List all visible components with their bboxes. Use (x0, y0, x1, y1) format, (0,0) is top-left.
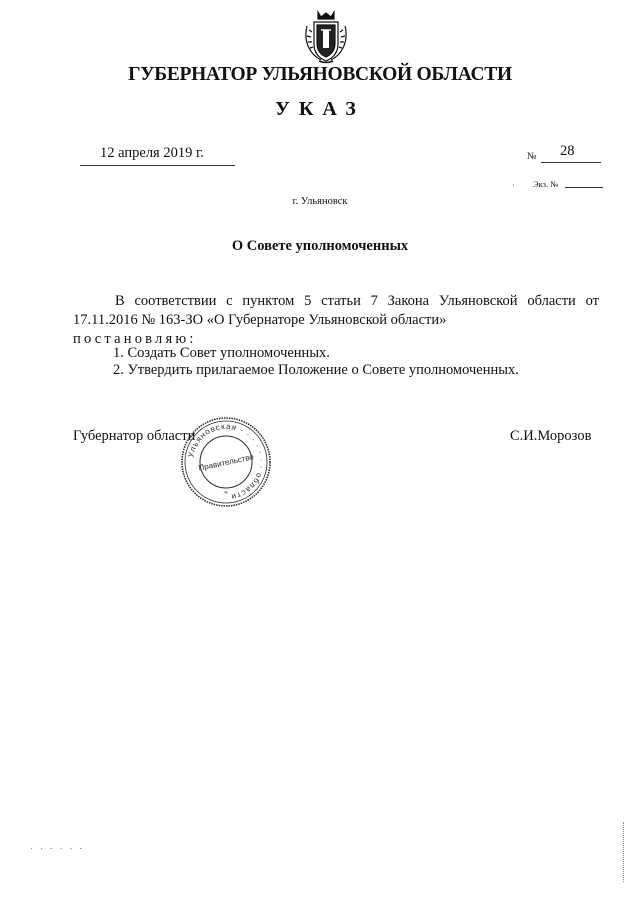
list-item: 2. Утвердить прилагаемое Положение о Совете уполномоченных. (113, 362, 519, 378)
copy-number-underline (565, 187, 603, 188)
signatory-name: С.И.Морозов (510, 428, 592, 444)
date-underline (80, 165, 235, 166)
document-type: УКАЗ (275, 98, 365, 120)
scan-artifact (623, 822, 627, 882)
official-seal-icon (178, 414, 274, 510)
list-item: 1. Создать Совет уполномоченных. (113, 345, 330, 361)
decree-word: постановляю: (73, 331, 197, 347)
svg-text:Ульяновская · · · · · · · обла: Ульяновская · · · · · · · области (186, 421, 267, 502)
document-number: 28 (560, 143, 575, 159)
signatory-position: Губернатор области (73, 428, 196, 444)
number-sign: № (527, 151, 537, 162)
svg-text:*: * (224, 490, 228, 498)
svg-text:Правительство: Правительство (197, 452, 255, 473)
scan-artifact: · · · · · · (30, 844, 85, 855)
city: г. Ульяновск (292, 196, 348, 207)
preamble-paragraph: В соответствии с пунктом 5 статьи 7 Закона Ульяновской области от 17.11.2016 № 163-ЗО «О Губернаторе Ульяновской области» (73, 293, 599, 328)
issue-date: 12 апреля 2019 г. (100, 145, 204, 161)
number-underline (541, 162, 601, 163)
copy-number-label: Экз. № (533, 179, 559, 189)
scan-dot: · (512, 180, 515, 190)
coat-of-arms-icon (303, 8, 349, 64)
document-title: О Совете уполномоченных (231, 238, 409, 254)
issuer-title: ГУБЕРНАТОР УЛЬЯНОВСКОЙ ОБЛАСТИ (128, 64, 512, 85)
